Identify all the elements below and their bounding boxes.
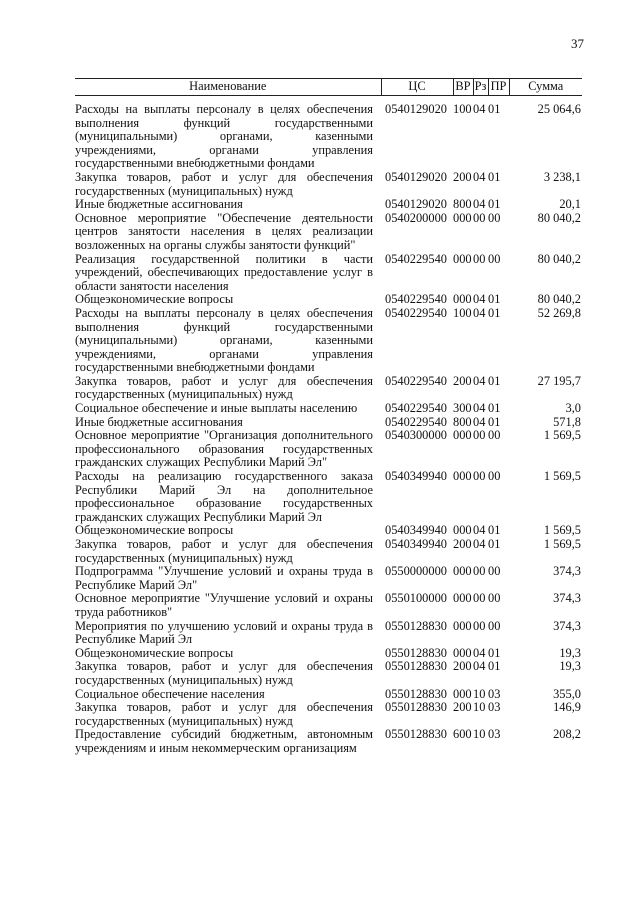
cell-sum: 374,3 — [553, 564, 581, 579]
table-row — [75, 307, 582, 375]
cell-sum: 374,3 — [553, 618, 581, 633]
cell-pr: 01 — [488, 102, 501, 116]
cell-rz: 00 — [473, 469, 486, 484]
cell-rz: 10 — [473, 727, 486, 742]
cell-rz: 00 — [473, 618, 486, 633]
cell-pr: 01 — [488, 645, 501, 660]
cell-name: Закупка товаров, работ и услуг для обеспечения государственных (муниципальных) нужд — [75, 700, 373, 728]
cell-cs: 0550128830 — [385, 686, 447, 701]
cell-vr: 000 — [453, 292, 472, 307]
cell-sum: 1 569,5 — [543, 523, 581, 538]
cell-pr: 01 — [488, 659, 501, 674]
header-cs: ЦС — [381, 79, 453, 96]
cell-name: Иные бюджетные ассигнования — [75, 414, 243, 429]
cell-pr: 01 — [488, 401, 501, 416]
cell-pr: 01 — [488, 373, 501, 388]
cell-rz: 00 — [473, 591, 486, 606]
cell-vr: 000 — [453, 469, 472, 484]
cell-vr: 100 — [453, 305, 472, 320]
cell-rz: 04 — [473, 401, 486, 416]
cell-sum: 19,3 — [559, 645, 581, 660]
cell-rz: 04 — [473, 197, 486, 212]
table-row — [75, 728, 582, 755]
cell-rz: 04 — [473, 102, 486, 116]
table-row — [75, 701, 582, 728]
table-row — [75, 647, 582, 661]
cell-sum: 146,9 — [553, 700, 581, 715]
table-row — [75, 375, 582, 402]
cell-name: Социальное обеспечение и иные выплаты населению — [75, 401, 358, 416]
header-name: Наименование — [75, 79, 381, 96]
table-row — [75, 470, 582, 524]
cell-vr: 200 — [453, 169, 472, 184]
cell-vr: 300 — [453, 401, 472, 416]
table-row — [75, 212, 582, 253]
cell-rz: 04 — [473, 659, 486, 674]
cell-sum: 20,1 — [559, 197, 581, 212]
cell-pr: 03 — [488, 727, 501, 742]
table-row — [75, 565, 582, 592]
cell-name: Закупка товаров, работ и услуг для обеспечения государственных (муниципальных) нужд — [75, 537, 373, 565]
cell-rz: 04 — [473, 305, 486, 320]
cell-vr: 000 — [453, 523, 472, 538]
cell-pr: 01 — [488, 523, 501, 538]
cell-name: Подпрограмма "Улучшение условий и охраны труда в Республике Марий Эл" — [75, 564, 373, 592]
cell-rz: 04 — [473, 414, 486, 429]
cell-pr: 01 — [488, 414, 501, 429]
cell-sum: 355,0 — [553, 686, 581, 701]
cell-vr: 800 — [453, 197, 472, 212]
cell-sum: 3 238,1 — [543, 169, 581, 184]
cell-vr: 000 — [453, 210, 472, 225]
cell-pr: 00 — [488, 210, 501, 225]
cell-sum: 19,3 — [559, 659, 581, 674]
table-body — [75, 96, 582, 756]
cell-vr: 000 — [453, 686, 472, 701]
header-rz: Рз — [473, 79, 488, 96]
cell-pr: 00 — [488, 469, 501, 484]
cell-rz: 04 — [473, 169, 486, 184]
cell-cs: 0540229540 — [385, 305, 447, 320]
cell-cs: 0550128830 — [385, 645, 447, 660]
cell-sum: 1 569,5 — [543, 537, 581, 551]
table-row — [75, 293, 582, 307]
cell-cs: 0540229540 — [385, 414, 447, 429]
table-row — [75, 96, 582, 171]
cell-cs: 0540229540 — [385, 373, 447, 388]
table-row — [75, 660, 582, 687]
table-row — [75, 524, 582, 538]
table-row — [75, 416, 582, 430]
table-row — [75, 620, 582, 647]
cell-rz: 04 — [473, 537, 486, 551]
cell-vr: 000 — [453, 564, 472, 579]
cell-name: Закупка товаров, работ и услуг для обеспечения государственных (муниципальных) нужд — [75, 373, 373, 402]
cell-pr: 00 — [488, 564, 501, 579]
cell-name: Общеэкономические вопросы — [75, 523, 234, 538]
table-row — [75, 592, 582, 619]
cell-name: Основное мероприятие "Обеспечение деятельности центров занятости населения в целях реализации возложенных на органы службы занятости функций" — [75, 210, 373, 252]
cell-sum: 1 569,5 — [543, 428, 581, 443]
cell-pr: 01 — [488, 537, 501, 551]
cell-vr: 800 — [453, 414, 472, 429]
cell-vr: 100 — [453, 102, 472, 116]
cell-cs: 0540129020 — [385, 102, 447, 116]
cell-vr: 200 — [453, 373, 472, 388]
cell-rz: 04 — [473, 373, 486, 388]
cell-sum: 208,2 — [553, 727, 581, 742]
cell-cs: 0550128830 — [385, 618, 447, 633]
cell-vr: 000 — [453, 591, 472, 606]
cell-name: Иные бюджетные ассигнования — [75, 197, 243, 212]
table-row — [75, 253, 582, 294]
cell-vr: 600 — [453, 727, 472, 742]
cell-name: Основное мероприятие "Улучшение условий и охраны труда работников" — [75, 591, 373, 619]
cell-sum: 25 064,6 — [537, 102, 581, 116]
cell-cs: 0540229540 — [385, 401, 447, 416]
cell-name: Предоставление субсидий бюджетным, автономным учреждениям и иным некоммерческим организациям — [75, 727, 373, 755]
header-vr: ВР — [453, 79, 473, 96]
table-row — [75, 538, 582, 565]
cell-pr: 00 — [488, 591, 501, 606]
cell-pr: 01 — [488, 169, 501, 184]
cell-name: Расходы на выплаты персоналу в целях обеспечения выполнения функций государственными (муниципальными) органами, казенными учреждениями, органами управления государственными внебюджетными фондами — [75, 305, 373, 375]
cell-vr: 200 — [453, 537, 472, 551]
cell-cs: 0540200000 — [385, 210, 447, 225]
cell-sum: 80 040,2 — [537, 292, 581, 307]
page-number: 37 — [571, 36, 584, 51]
cell-rz: 10 — [473, 700, 486, 715]
table-row — [75, 429, 582, 470]
cell-sum: 571,8 — [553, 414, 581, 429]
cell-name: Расходы на реализацию государственного заказа Республики Марий Эл на дополнительное профессиональное образование государственных гражданских служащих Республики Марий Эл — [75, 469, 373, 524]
cell-vr: 000 — [453, 618, 472, 633]
cell-rz: 10 — [473, 686, 486, 701]
cell-sum: 80 040,2 — [537, 251, 581, 266]
cell-pr: 03 — [488, 686, 501, 701]
cell-pr: 01 — [488, 292, 501, 307]
cell-rz: 04 — [473, 523, 486, 538]
cell-rz: 00 — [473, 210, 486, 225]
cell-vr: 000 — [453, 251, 472, 266]
budget-table — [75, 78, 582, 756]
cell-sum: 374,3 — [553, 591, 581, 606]
cell-cs: 0540229540 — [385, 292, 447, 307]
cell-cs: 0540229540 — [385, 251, 447, 266]
cell-cs: 0540300000 — [385, 428, 447, 443]
cell-rz: 00 — [473, 564, 486, 579]
cell-vr: 000 — [453, 645, 472, 660]
cell-vr: 000 — [453, 428, 472, 443]
cell-name: Общеэкономические вопросы — [75, 292, 234, 307]
cell-pr: 00 — [488, 251, 501, 266]
cell-vr: 200 — [453, 700, 472, 715]
cell-cs: 0540349940 — [385, 469, 447, 484]
cell-cs: 0550000000 — [385, 564, 447, 579]
cell-name: Расходы на выплаты персоналу в целях обеспечения выполнения функций государственными (муниципальными) органами, казенными учреждениями, органами управления государственными внебюджетными фондами — [75, 102, 373, 171]
cell-name: Реализация государственной политики в части учреждений, обеспечивающих предоставление услуг в области занятости населения — [75, 251, 373, 293]
cell-cs: 0540349940 — [385, 523, 447, 538]
cell-rz: 00 — [473, 428, 486, 443]
cell-rz: 00 — [473, 251, 486, 266]
table-row — [75, 688, 582, 702]
cell-sum: 80 040,2 — [537, 210, 581, 225]
cell-rz: 04 — [473, 645, 486, 660]
cell-cs: 0540129020 — [385, 169, 447, 184]
cell-sum: 1 569,5 — [543, 469, 581, 484]
header-sum: Сумма — [509, 79, 582, 96]
cell-name: Социальное обеспечение населения — [75, 686, 265, 701]
cell-name: Закупка товаров, работ и услуг для обеспечения государственных (муниципальных) нужд — [75, 169, 373, 198]
cell-cs: 0550128830 — [385, 659, 447, 674]
cell-rz: 04 — [473, 292, 486, 307]
table-row — [75, 402, 582, 416]
cell-pr: 01 — [488, 197, 501, 212]
cell-vr: 200 — [453, 659, 472, 674]
cell-cs: 0540349940 — [385, 537, 447, 551]
cell-name: Закупка товаров, работ и услуг для обеспечения государственных (муниципальных) нужд — [75, 659, 373, 687]
cell-sum: 27 195,7 — [537, 373, 581, 388]
cell-pr: 01 — [488, 305, 501, 320]
header-pr: ПР — [488, 79, 509, 96]
cell-cs: 0550128830 — [385, 727, 447, 742]
table-row — [75, 198, 582, 212]
cell-sum: 52 269,8 — [537, 305, 581, 320]
cell-name: Общеэкономические вопросы — [75, 645, 234, 660]
cell-name: Мероприятия по улучшению условий и охраны труда в Республике Марий Эл — [75, 618, 373, 647]
cell-cs: 0550128830 — [385, 700, 447, 715]
cell-sum: 3,0 — [565, 401, 581, 416]
cell-cs: 0540129020 — [385, 197, 447, 212]
cell-pr: 00 — [488, 618, 501, 633]
table-row — [75, 171, 582, 198]
cell-pr: 03 — [488, 700, 501, 715]
cell-cs: 0550100000 — [385, 591, 447, 606]
table-header-row — [75, 79, 582, 96]
cell-name: Основное мероприятие "Организация дополнительного профессионального образования государственных гражданских служащих Республики Марий Эл" — [75, 428, 373, 470]
cell-pr: 00 — [488, 428, 501, 443]
